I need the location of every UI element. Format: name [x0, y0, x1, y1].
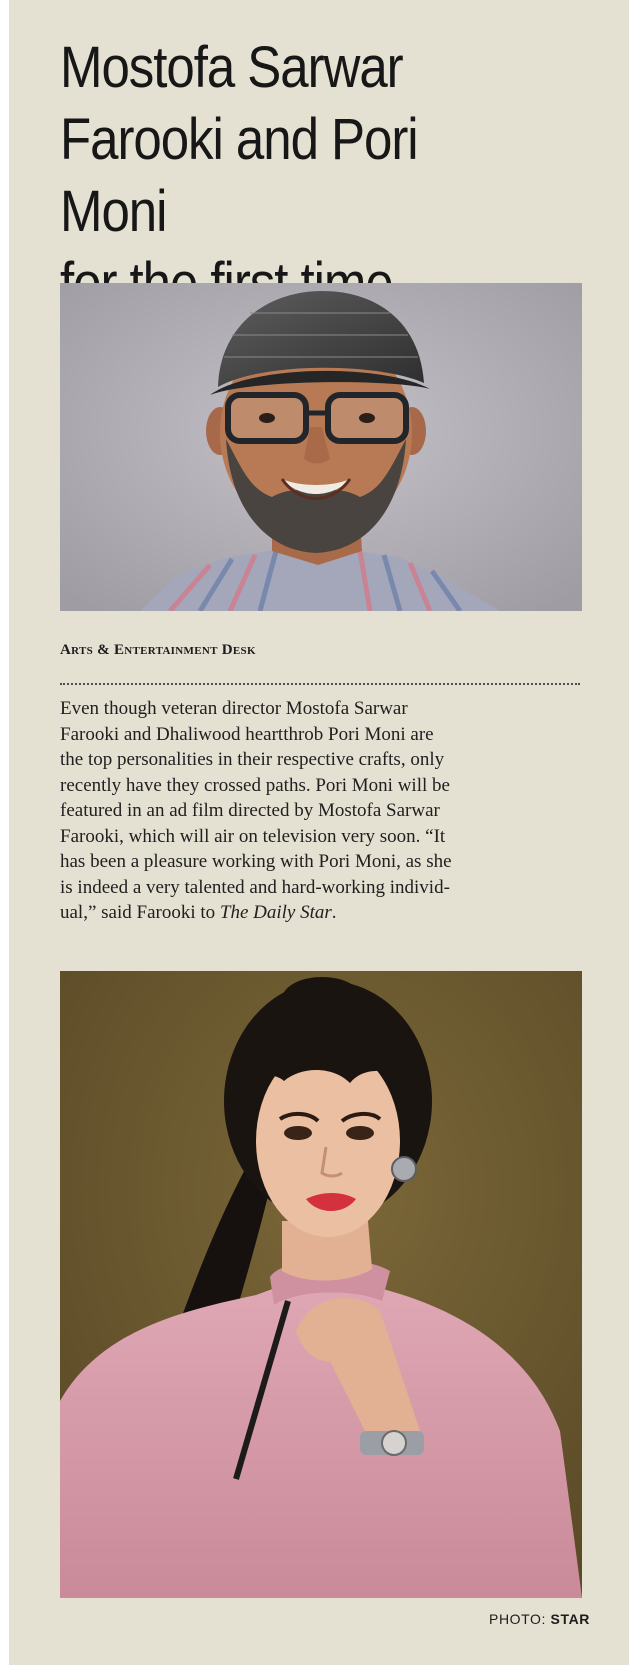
article-body-text: Even though veteran director Mostofa Sarwar Farooki and Dhaliwood heartthrob Pori Moni are the top personalities in their respective crafts, only recently have they crossed paths. Pori Moni will be featured in an ad film directed by Mostofa Sarwar Farooki, which will air on television very soon. “It has been a pleasure working with Pori Moni, as she is indeed a very talented and hard-working individ- ual,” said Farooki to — [60, 698, 452, 923]
portrait-woman-illustration — [60, 971, 582, 1598]
dotted-divider — [60, 683, 580, 685]
headline: Mostofa Sarwar Farooki and Pori Moni — [60, 35, 418, 244]
photo-mostofa-sarwar-farooki — [60, 283, 582, 611]
photo-pori-moni — [60, 971, 582, 1598]
photo-credit — [489, 1611, 590, 1627]
article-body — [60, 696, 580, 926]
article-body-end: . — [331, 902, 337, 923]
publication-name: The Daily Star — [219, 902, 332, 923]
photo-credit-label: PHOTO: — [489, 1611, 551, 1627]
photo-credit-source: STAR — [550, 1611, 590, 1627]
byline: Arts & Entertainment Desk — [60, 642, 256, 658]
portrait-man-illustration — [60, 283, 582, 611]
